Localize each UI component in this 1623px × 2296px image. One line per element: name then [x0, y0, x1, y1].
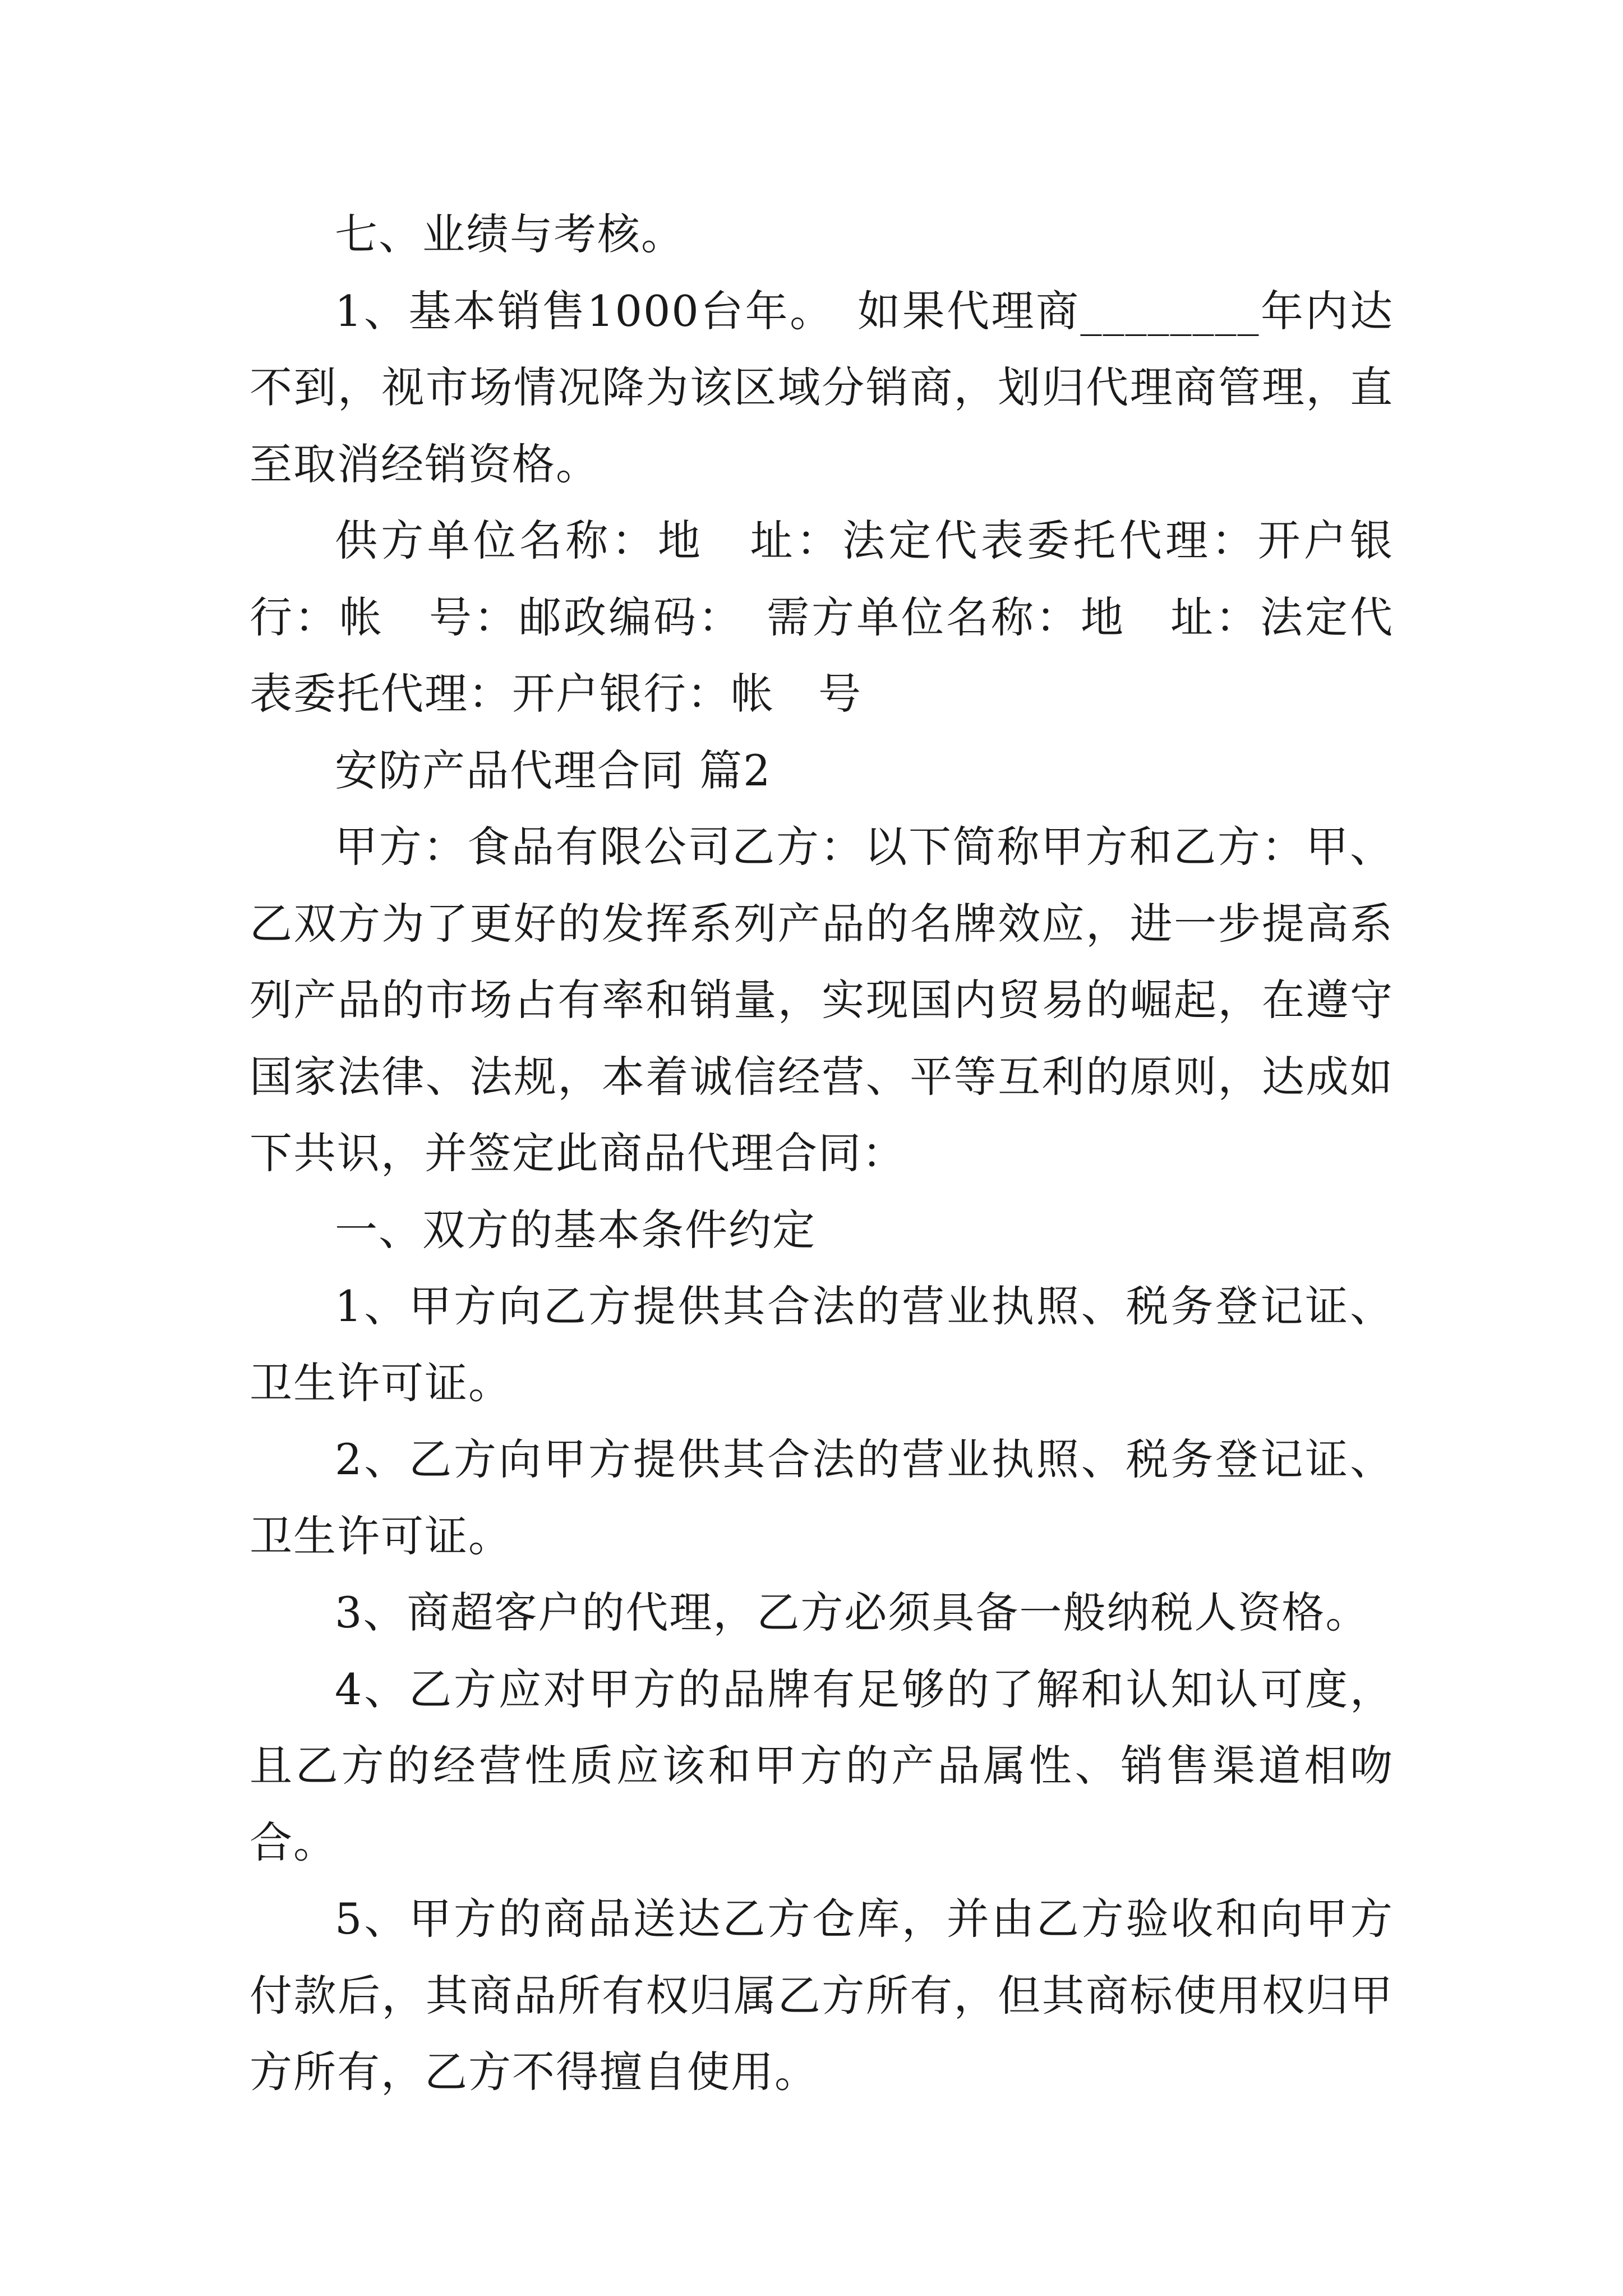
section-heading-basic-conditions: 一、双方的基本条件约定	[335, 1204, 816, 1255]
paragraph-basic-sales: 1、基本销售1000台年。 如果代理商________年内达不到，视市场情况降为该区域分销商，划归代理商管理，直至取消经销资格。	[250, 286, 1394, 489]
clause-2: 2、乙方向甲方提供其合法的营业执照、税务登记证、卫生许可证。	[250, 1434, 1394, 1561]
section-heading-performance: 七、业绩与考核。	[335, 209, 685, 259]
paragraph-preamble: 甲方：食品有限公司乙方：以下简称甲方和乙方：甲、乙双方为了更好的发挥系列产品的名牌效应，进一步提高系列产品的市场占有率和销量，实现国内贸易的崛起，在遵守国家法律、法规，本着诚信经营、平等互利的原则，达成如下共识，并签定此商品代理合同：	[250, 822, 1394, 1178]
contract-title-part-2: 安防产品代理合同 篇2	[335, 745, 772, 795]
clause-1: 1、甲方向乙方提供其合法的营业执照、税务登记证、卫生许可证。	[250, 1281, 1394, 1408]
clause-4: 4、乙方应对甲方的品牌有足够的了解和认知认可度，且乙方的经营性质应该和甲方的产品属性、销售渠道相吻合。	[250, 1664, 1394, 1867]
clause-5: 5、甲方的商品送达乙方仓库，并由乙方验收和向甲方付款后，其商品所有权归属乙方所有，但其商标使用权归甲方所有，乙方不得擅自使用。	[250, 1894, 1394, 2097]
clause-3: 3、商超客户的代理，乙方必须具备一般纳税人资格。	[335, 1588, 1370, 1637]
document-body	[250, 196, 1394, 2111]
paragraph-party-info: 供方单位名称：地 址：法定代表委托代理：开户银行：帐 号：邮政编码： 需方单位名称：地 址：法定代表委托代理：开户银行：帐 号	[250, 516, 1394, 719]
